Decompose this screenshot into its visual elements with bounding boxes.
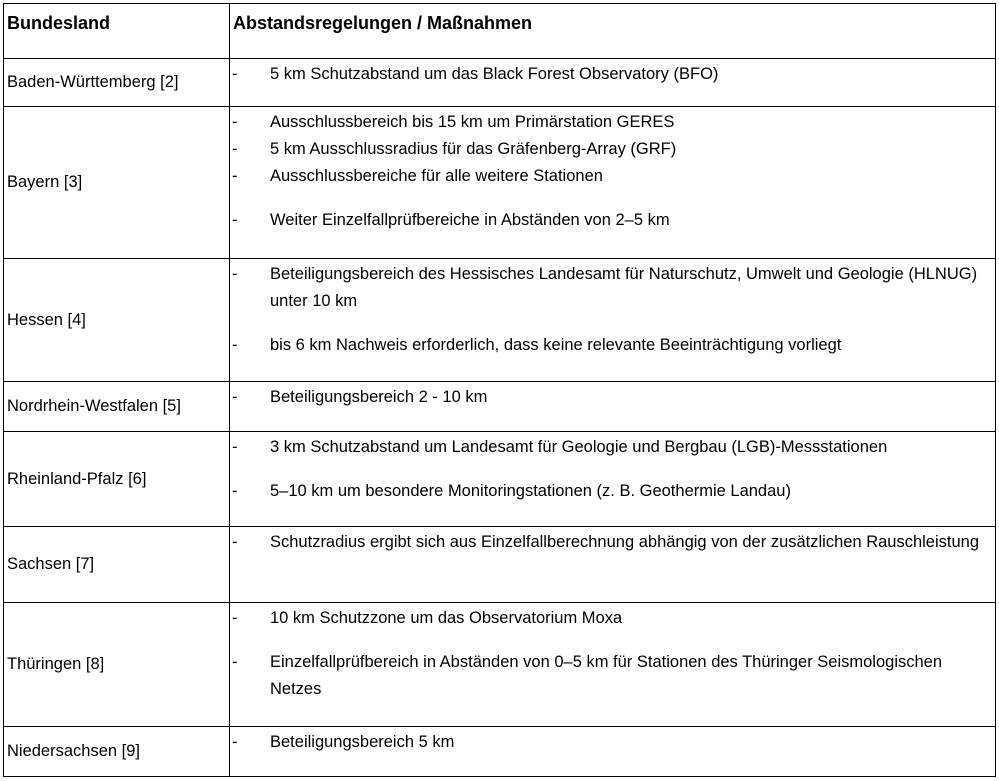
item-text: Beteiligungsbereich des Hessisches Landesamt für Naturschutz, Umwelt und Geologie (HLNUG) unter 10 km [270,265,978,310]
state-cell: Sachsen [7] [4,527,230,603]
list-item [230,729,995,756]
state-cell: Thüringen [8] [4,603,230,727]
measures-cell [230,527,996,603]
header-state: Bundesland [4,4,230,59]
measures-cell [230,432,996,527]
bullet-dash: - [232,533,238,551]
bullet-dash: - [232,388,238,406]
item-text: Beteiligungsbereich 2 - 10 km [270,388,488,406]
table-row [4,727,996,777]
list-item [230,163,995,190]
item-text: Einzelfallprüfbereich in Abständen von 0–5 km für Stationen des Thüringer Seismologischen Netzes [270,653,943,698]
table-row [4,259,996,382]
bullet-dash: - [232,438,238,456]
item-text: Schutzradius ergibt sich aus Einzelfallberechnung abhängig von der zusätzlichen Rauschleistung [270,533,980,551]
measures-cell [230,259,996,382]
list-item [230,261,995,315]
bullet-dash: - [232,336,238,354]
list-item [230,61,995,88]
item-text: bis 6 km Nachweis erforderlich, dass keine relevante Beeinträchtigung vorliegt [270,336,842,354]
bullet-dash: - [232,653,238,671]
regulations-table [3,3,996,777]
measures-cell [230,603,996,727]
measures-cell [230,382,996,432]
header-measures: Abstandsregelungen / Maßnahmen [230,4,996,59]
table-row [4,603,996,727]
list-item [230,109,995,136]
bullet-dash: - [232,733,238,751]
bullet-dash: - [232,167,238,185]
list-item [230,136,995,163]
header-row [4,4,996,59]
bullet-dash: - [232,113,238,131]
bullet-dash: - [232,609,238,627]
list-item [230,384,995,411]
item-text: Beteiligungsbereich 5 km [270,733,455,751]
state-cell: Baden-Württemberg [2] [4,59,230,107]
item-text: 5 km Ausschlussradius für das Gräfenberg-Array (GRF) [270,140,677,158]
table-row [4,107,996,259]
measures-cell [230,107,996,259]
bullet-dash: - [232,482,238,500]
bullet-dash: - [232,65,238,83]
bullet-dash: - [232,140,238,158]
list-item [230,529,995,556]
table-row [4,59,996,107]
item-text: 5–10 km um besondere Monitoringstationen (z. B. Geothermie Landau) [270,482,791,500]
table-row [4,527,996,603]
table-row [4,432,996,527]
state-cell: Hessen [4] [4,259,230,382]
bullet-dash: - [232,265,238,283]
list-item [230,478,995,505]
state-cell: Rheinland-Pfalz [6] [4,432,230,527]
list-item [230,434,995,461]
state-cell: Nordrhein-Westfalen [5] [4,382,230,432]
state-cell: Niedersachsen [9] [4,727,230,777]
list-item [230,332,995,359]
list-item [230,605,995,632]
item-text: 10 km Schutzzone um das Observatorium Moxa [270,609,623,627]
item-text: Ausschlussbereich bis 15 km um Primärstation GERES [270,113,675,131]
measures-cell [230,59,996,107]
table-row [4,382,996,432]
item-text: 5 km Schutzabstand um das Black Forest Observatory (BFO) [270,65,719,83]
item-text: Weiter Einzelfallprüfbereiche in Abständen von 2–5 km [270,211,670,229]
item-text: 3 km Schutzabstand um Landesamt für Geologie und Bergbau (LGB)-Messstationen [270,438,888,456]
list-item [230,207,995,234]
state-cell: Bayern [3] [4,107,230,259]
list-item [230,649,995,703]
item-text: Ausschlussbereiche für alle weitere Stationen [270,167,603,185]
bullet-dash: - [232,211,238,229]
measures-cell [230,727,996,777]
